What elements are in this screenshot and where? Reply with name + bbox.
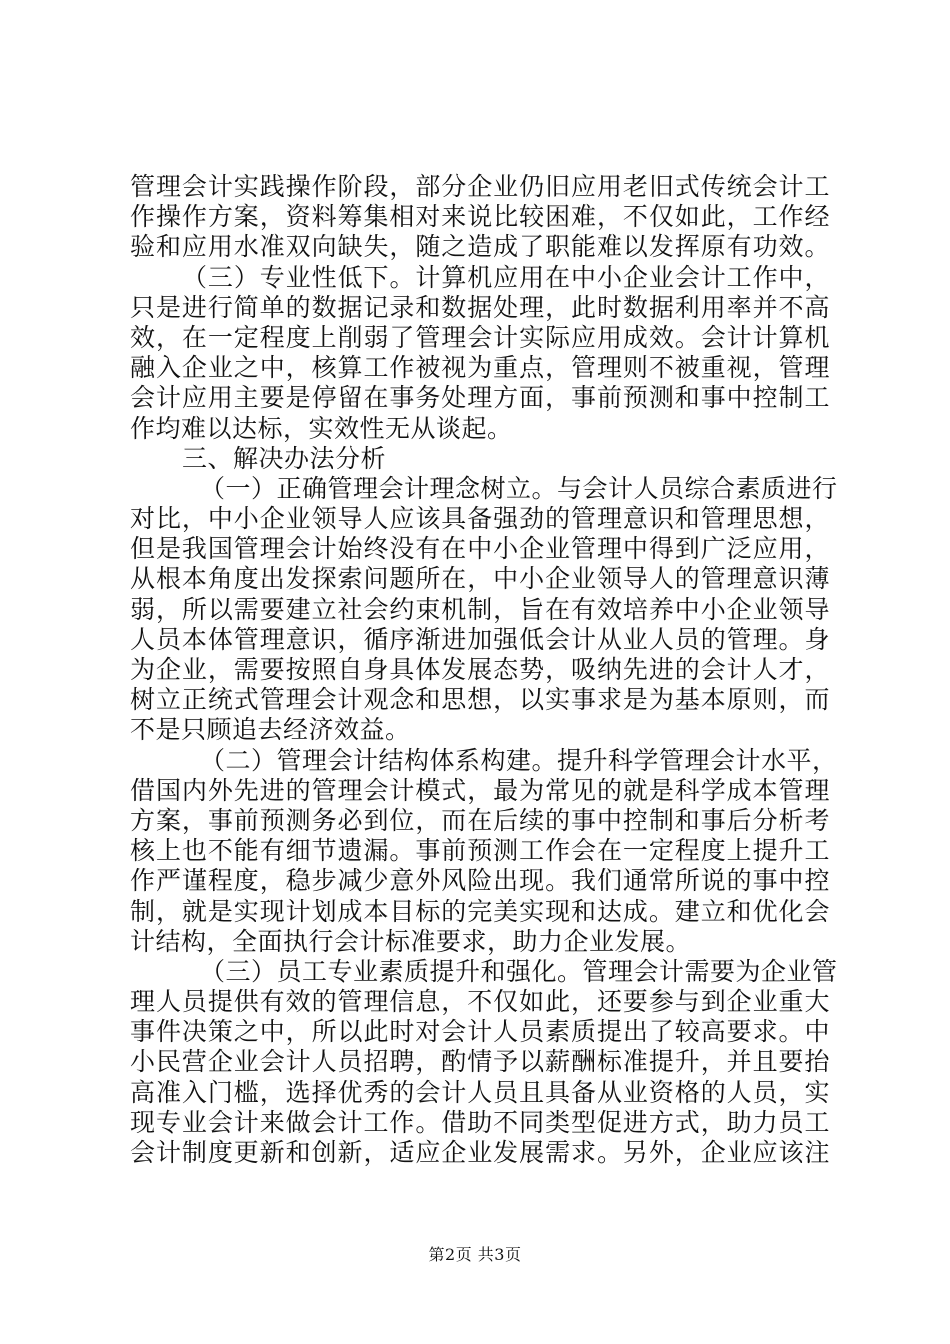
text-line: 从根本角度出发探索问题所在，中小企业领导人的管理意识薄	[130, 564, 830, 594]
text-line: 借国内外先进的管理会计模式，最为常见的就是科学成本管理	[130, 775, 830, 805]
text-line: 树立正统式管理会计观念和思想，以实事求是为基本原则，而	[130, 685, 830, 715]
text-line: 人员本体管理意识，循序渐进加强低会计从业人员的管理。身	[130, 624, 830, 654]
text-line: 事件决策之中，所以此时对会计人员素质提出了较高要求。中	[130, 1017, 830, 1047]
text-line: 融入企业之中，核算工作被视为重点，管理则不被重视，管理	[130, 353, 830, 383]
text-line: 制，就是实现计划成本目标的完美实现和达成。建立和优化会	[130, 896, 830, 926]
text-line: （三）员工专业素质提升和强化。管理会计需要为企业管	[200, 956, 838, 986]
text-line: 验和应用水准双向缺失，随之造成了职能难以发挥原有功效。	[130, 232, 830, 262]
page-number-footer: 第2页 共3页	[428, 1245, 522, 1264]
text-line: 对比，中小企业领导人应该具备强劲的管理意识和管理思想，	[130, 504, 830, 534]
text-line: 会计应用主要是停留在事务处理方面，事前预测和事中控制工	[130, 383, 830, 413]
text-line: （三）专业性低下。计算机应用在中小企业会计工作中，	[182, 262, 830, 292]
text-line: （二）管理会计结构体系构建。提升科学管理会计水平，	[200, 745, 838, 775]
text-line: 弱，所以需要建立社会约束机制，旨在有效培养中小企业领导	[130, 594, 830, 624]
text-line: 管理会计实践操作阶段，部分企业仍旧应用老旧式传统会计工	[130, 172, 830, 201]
text-line: 小民营企业会计人员招聘，酌情予以薪酬标准提升，并且要抬	[130, 1047, 830, 1077]
document-body	[130, 172, 838, 1168]
text-line: 不是只顾追去经济效益。	[130, 715, 411, 745]
text-line: 会计制度更新和创新，适应企业发展需求。另外，企业应该注	[130, 1138, 830, 1167]
text-line: 效，在一定程度上削弱了管理会计实际应用成效。会计计算机	[130, 322, 830, 352]
text-line: 作操作方案，资料筹集相对来说比较困难，不仅如此，工作经	[130, 202, 830, 232]
text-line: 计结构，全面执行会计标准要求，助力企业发展。	[130, 926, 692, 956]
text-line: 作严谨程度，稳步减少意外风险出现。我们通常所说的事中控	[130, 866, 830, 896]
text-line: 理人员提供有效的管理信息，不仅如此，还要参与到企业重大	[130, 987, 830, 1017]
text-line: （一）正确管理会计理念树立。与会计人员综合素质进行	[200, 473, 838, 503]
text-line: 为企业，需要按照自身具体发展态势，吸纳先进的会计人才，	[130, 655, 830, 684]
text-line: 方案，事前预测务必到位，而在后续的事中控制和事后分析考	[130, 805, 830, 835]
text-line: 高准入门槛，选择优秀的会计人员且具备从业资格的人员，实	[130, 1077, 830, 1107]
text-line: 现专业会计来做会计工作。借助不同类型促进方式，助力员工	[130, 1107, 830, 1137]
text-line: 只是进行简单的数据记录和数据处理，此时数据利用率并不高	[130, 292, 830, 322]
text-line: 核上也不能有细节遗漏。事前预测工作会在一定程度上提升工	[130, 836, 830, 866]
section-heading: 三、解决办法分析	[182, 443, 387, 473]
text-line: 作均难以达标，实效性无从谈起。	[130, 413, 513, 443]
text-line: 但是我国管理会计始终没有在中小企业管理中得到广泛应用，	[130, 534, 830, 564]
